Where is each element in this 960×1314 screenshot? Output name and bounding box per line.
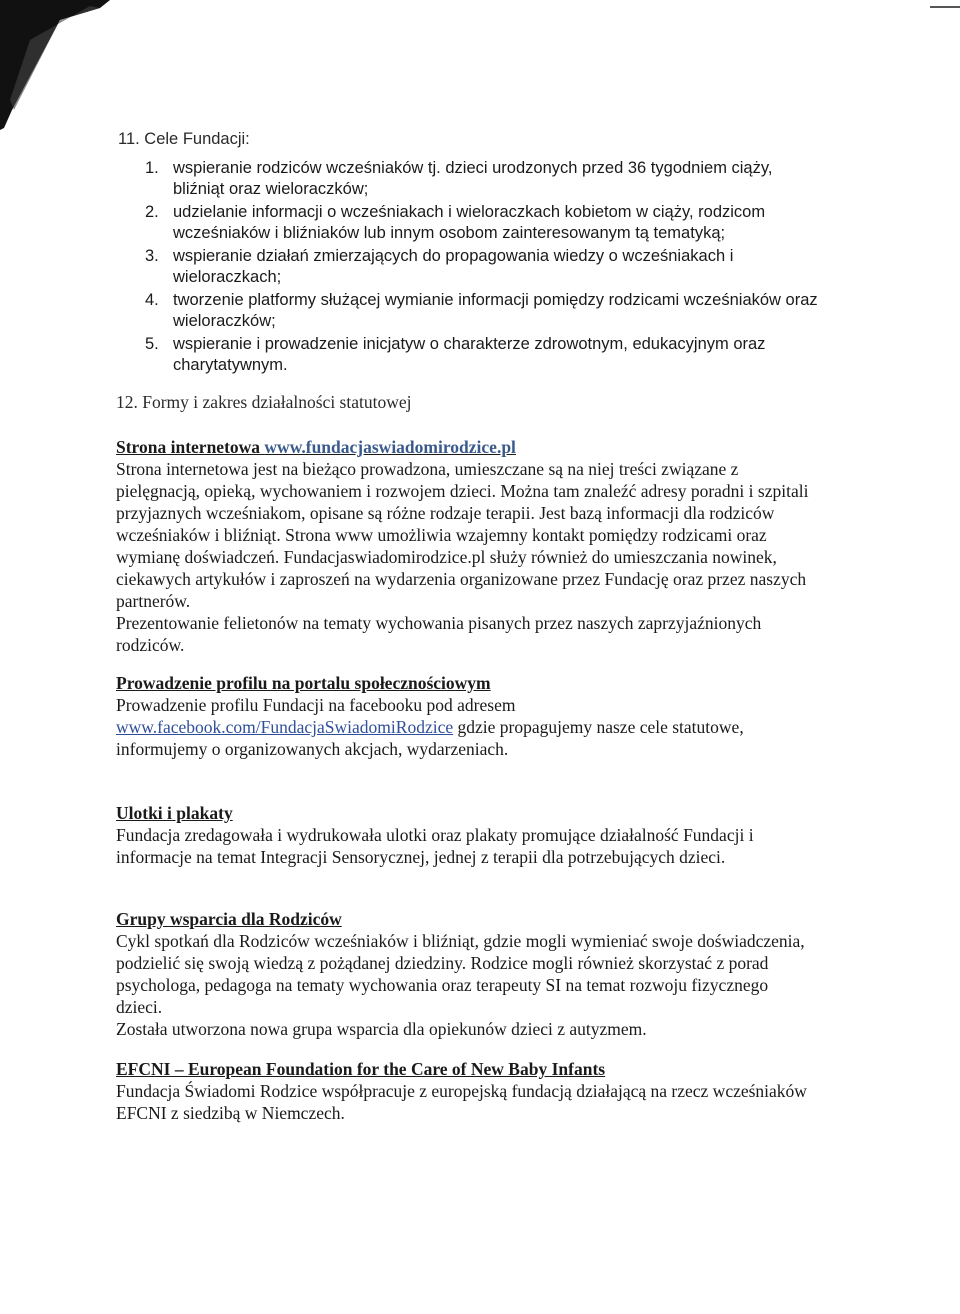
support-groups-description: Cykl spotkań dla Rodziców wcześniaków i bliźniąt, gdzie mogli wymieniać swoje doświadczenia, podzielić się swoją wiedzą z pożądanej dziedziny. Rodzice mogli również skorzystać z porad psychologa, pedagoga na tematy wychowania oraz terapeuty SI na temat rozwoju fizycznego dzieci. [116, 931, 805, 1017]
list-item-number: 3. [145, 247, 159, 265]
list-item-number: 4. [145, 291, 159, 309]
list-item-number: 5. [145, 335, 159, 353]
flyers-heading: Ulotki i plakaty [116, 803, 233, 823]
website-heading-label: Strona internetowa [116, 437, 261, 457]
section-11-title: 11. Cele Fundacji: [118, 130, 250, 148]
facebook-link[interactable]: www.facebook.com/FundacjaSwiadomiRodzice [116, 717, 454, 737]
list-item [145, 202, 825, 244]
support-groups-description-2: Została utworzona nowa grupa wsparcia dla opiekunów dzieci z autyzmem. [116, 1019, 647, 1039]
website-heading [116, 436, 816, 458]
list-item [145, 158, 825, 200]
website-section [116, 436, 816, 656]
list-item-number: 1. [145, 159, 159, 177]
website-description: Strona internetowa jest na bieżąco prowadzona, umieszczane są na niej treści związane z pielęgnacją, opieką, wychowaniem i rozwojem dzieci. Można tam znaleźć adresy poradni i szpitali przyjaznych wcześniakom, opisane są różne rodzaje terapii. Jest bazą informacji dla rodziców wcześniaków i bliźniąt. Strona www umożliwia wzajemny kontakt pomiędzy rodzicami oraz wymianę doświadczeń. Fundacjaswiadomirodzice.pl służy również do umieszczania nowinek, ciekawych artykułów i zaproszeń na wydarzenia organizowane przez Fundację oraz przez naszych partnerów. [116, 459, 809, 611]
support-groups-heading: Grupy wsparcia dla Rodziców [116, 909, 342, 929]
social-text-pre: Prowadzenie profilu Fundacji na facebooku pod adresem [116, 695, 516, 715]
efcni-section [116, 1058, 816, 1124]
social-text-post: gdzie propagujemy nasze cele statutowe, informujemy o organizowanych akcjach, wydarzeniach. [116, 717, 744, 759]
goals-list [145, 158, 825, 378]
website-description-2: Prezentowanie felietonów na tematy wychowania pisanych przez naszych zaprzyjaźnionych rodziców. [116, 613, 762, 655]
website-url-link[interactable]: www.fundacjaswiadomirodzice.pl [264, 437, 516, 457]
scan-edge-shadow [0, 0, 110, 130]
list-item-text: tworzenie platformy służącej wymianie informacji pomiędzy rodzicami wcześniaków oraz wieloraczków; [173, 291, 818, 330]
list-item-text: wspieranie i prowadzenie inicjatyw o charakterze zdrowotnym, edukacyjnym oraz charytatywnym. [173, 335, 766, 374]
list-item [145, 290, 825, 332]
flyers-section [116, 802, 816, 868]
list-item [145, 334, 825, 376]
section-12-title: 12. Formy i zakres działalności statutowej [116, 392, 412, 412]
list-item-number: 2. [145, 203, 159, 221]
efcni-heading: EFCNI – European Foundation for the Care of New Baby Infants [116, 1059, 606, 1079]
list-item [145, 246, 825, 288]
support-groups-section [116, 908, 816, 1040]
social-description [116, 694, 816, 760]
social-heading: Prowadzenie profilu na portalu społecznościowym [116, 673, 491, 693]
flyers-description: Fundacja zredagowała i wydrukowała ulotki oraz plakaty promujące działalność Fundacji i informacje na temat Integracji Sensorycznej, jednej z terapii dla potrzebujących dzieci. [116, 825, 754, 867]
efcni-description: Fundacja Świadomi Rodzice współpracuje z europejską fundacją działającą na rzecz wcześniaków EFCNI z siedzibą w Niemczech. [116, 1081, 807, 1123]
list-item-text: udzielanie informacji o wcześniakach i wieloraczkach kobietom w ciąży, rodzicom wcześniaków i bliźniaków lub innym osobom zainteresowanym tą tematyką; [173, 203, 766, 242]
social-section [116, 672, 816, 760]
list-item-text: wspieranie działań zmierzających do propagowania wiedzy o wcześniakach i wieloraczkach; [173, 247, 734, 286]
scan-edge-mark [930, 6, 960, 8]
list-item-text: wspieranie rodziców wcześniaków tj. dzieci urodzonych przed 36 tygodniem ciąży, bliźniąt oraz wieloraczków; [173, 159, 773, 198]
